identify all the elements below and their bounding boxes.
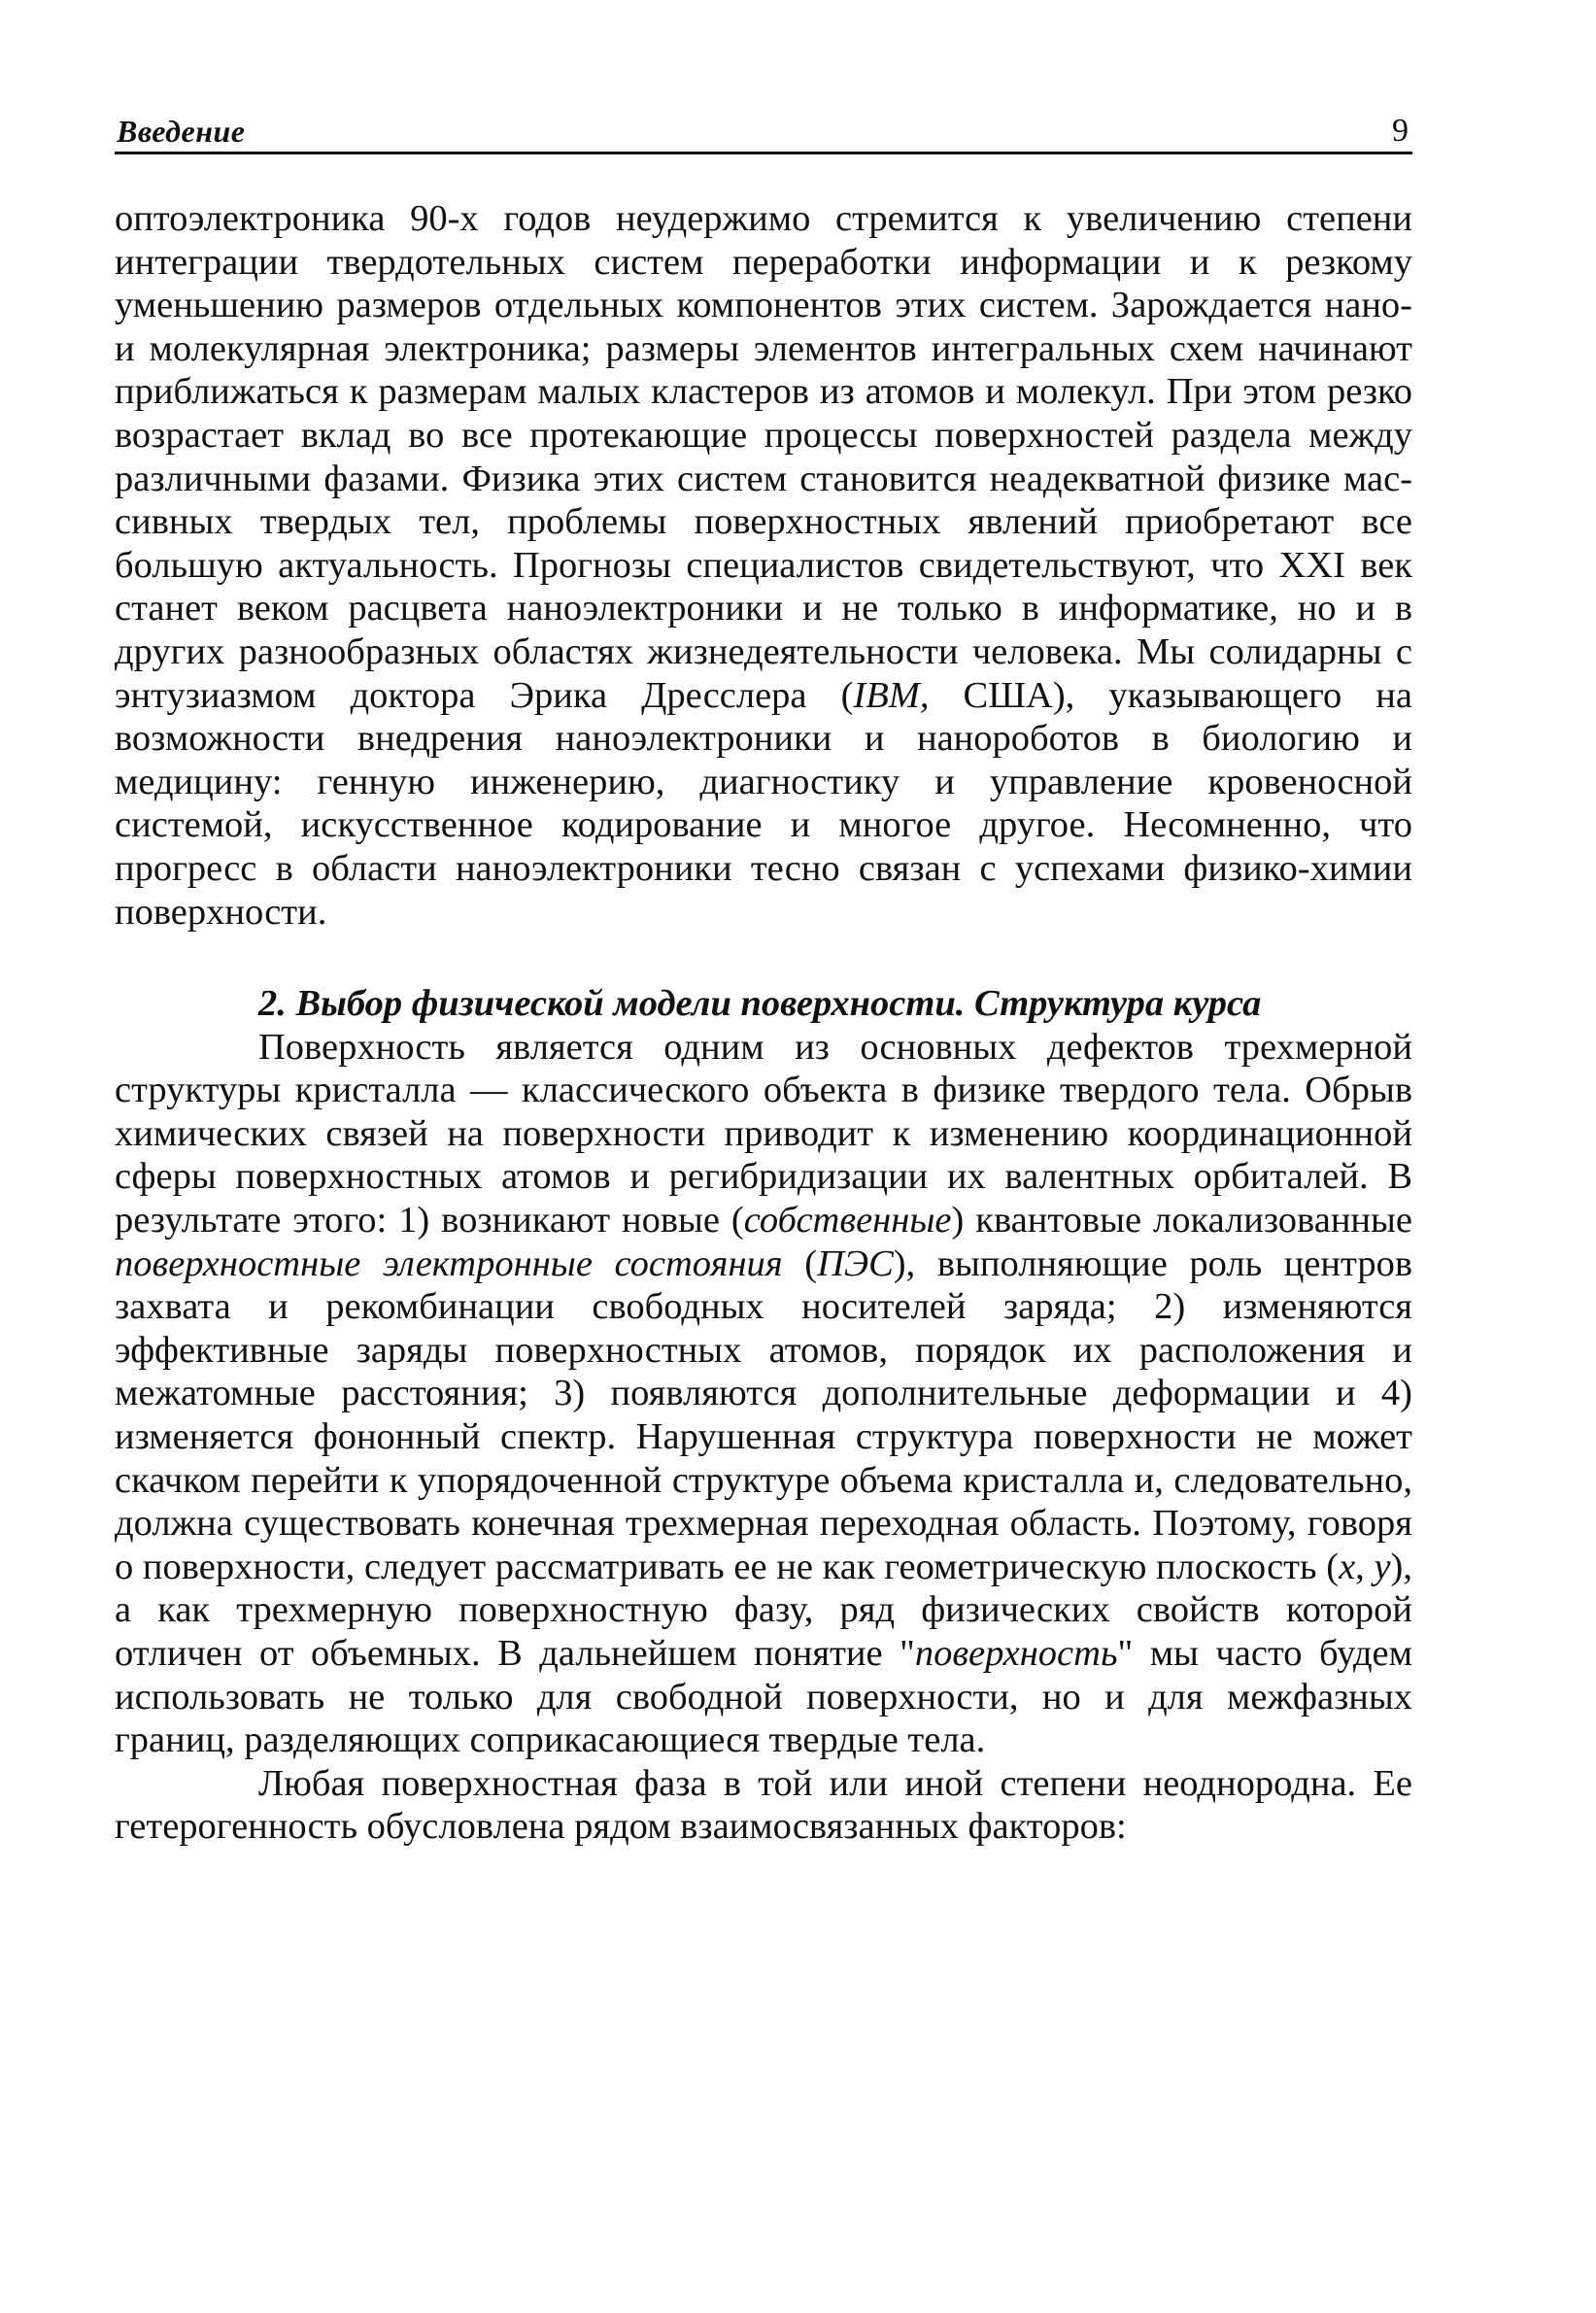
paragraph-2-text-a: Поверхность является одним из основных дефектов трехмерной структуры кристалла — классического объекта в физике твердого тела. Обрыв химических связей на поверхности приводит к изменению координационной сферы поверхностных атомов и регибридизации их валентных орбиталей. В результате этого: 1) возникают новые ( — [115, 1026, 1412, 1242]
page-number: 9 — [1392, 113, 1409, 149]
header-section-title: Введение — [117, 114, 246, 149]
book-page — [115, 115, 1412, 1849]
paragraph-1-text-a: оптоэлектроника 90-х годов неудержимо стремится к увеличению степени интеграции твердотельных систем переработки информации и к резкому уменьшению размеров отдельных компонентов этих систем. Зарождается нано- и молекулярная электроника; размеры элементов интегральных схем начинают приближаться к размерам малых кластеров из атомов и молекул. При этом резко возрастает вклад во все протекающие процессы поверхностей раздела между различными фазами. Физика этих систем становится неадекватной физике массивных твердых тел, проблемы поверхностных явлений приобретают все большую актуальность. Прогнозы специалистов свидетельствуют, что XXI век станет веком расцвета наноэлектроники и не только в информатике, но и в других разнообразных областях жизнедеятельности человека. Мы солидарны с энтузиазмом доктора Эрика Дресслера ( — [115, 198, 1412, 716]
paragraph-2-text-e: ), а как трехмерную поверхностную фазу, ряд физических свойств которой отличен от объемных. В дальнейшем понятие " — [115, 1546, 1412, 1674]
body-text — [115, 197, 1412, 1849]
paragraph-1 — [115, 197, 1412, 934]
paragraph-1-text-b: США), указывающего на возможности внедрения наноэлектроники и нанороботов в биологию и медицину: генную инженерию, диагностику и управление кровеносной системой, искусственное кодирование и многое другое. Несомненно, что прогресс в области наноэлектроники тесно связан с успехами физико-химии поверхности. — [115, 674, 1412, 933]
pes-abbreviation: ПЭС — [817, 1242, 894, 1284]
paragraph-2 — [115, 1026, 1412, 1762]
variable-y: y — [1374, 1546, 1391, 1587]
surface-states-term: поверхностные электронные состояния — [115, 1242, 783, 1284]
variable-x: x — [1339, 1546, 1356, 1587]
running-header — [115, 115, 1412, 154]
paragraph-3-text: Любая поверхностная фаза в той или иной степени неоднородна. Ее гетерогенность обусловлена рядом взаимосвязанных факторов: — [115, 1762, 1412, 1848]
surface-term: поверхность — [914, 1633, 1118, 1674]
ibm-term: IBM, — [853, 674, 930, 716]
paragraph-2-text-c: ( — [782, 1242, 818, 1284]
paragraph-2-text-b: ) квантовые локализованные — [951, 1200, 1412, 1242]
paragraph-3 — [115, 1762, 1412, 1849]
paragraph-2-text-d: ), выполняющие роль центров захвата и рекомбинации свободных носителей заряда; 2) изменяются эффективные заряды поверхностных атомов, порядок их расположения и межатомные расстояния; 3) появляются дополнительные деформации и 4) изменяется фононный спектр. Нарушенная структура поверхности не может скачком перейти к упорядоченной структуре объема кристалла и, следовательно, должна существовать конечная трехмерная переходная область. Поэтому, говоря о поверхности, следует рассматривать ее не как геометрическую плоскость ( — [115, 1242, 1413, 1587]
paragraph-2-text-f: " мы часто будем использовать не только для свободной поверхности, но и для межфазных границ, разделяющих соприкасающиеся твердые тела. — [115, 1633, 1412, 1761]
own-states-term: собственные — [743, 1200, 952, 1242]
paragraph-2-comma: , — [1355, 1546, 1375, 1587]
section-heading: 2. Выбор физической модели поверхности. Структура курса — [258, 983, 1262, 1025]
